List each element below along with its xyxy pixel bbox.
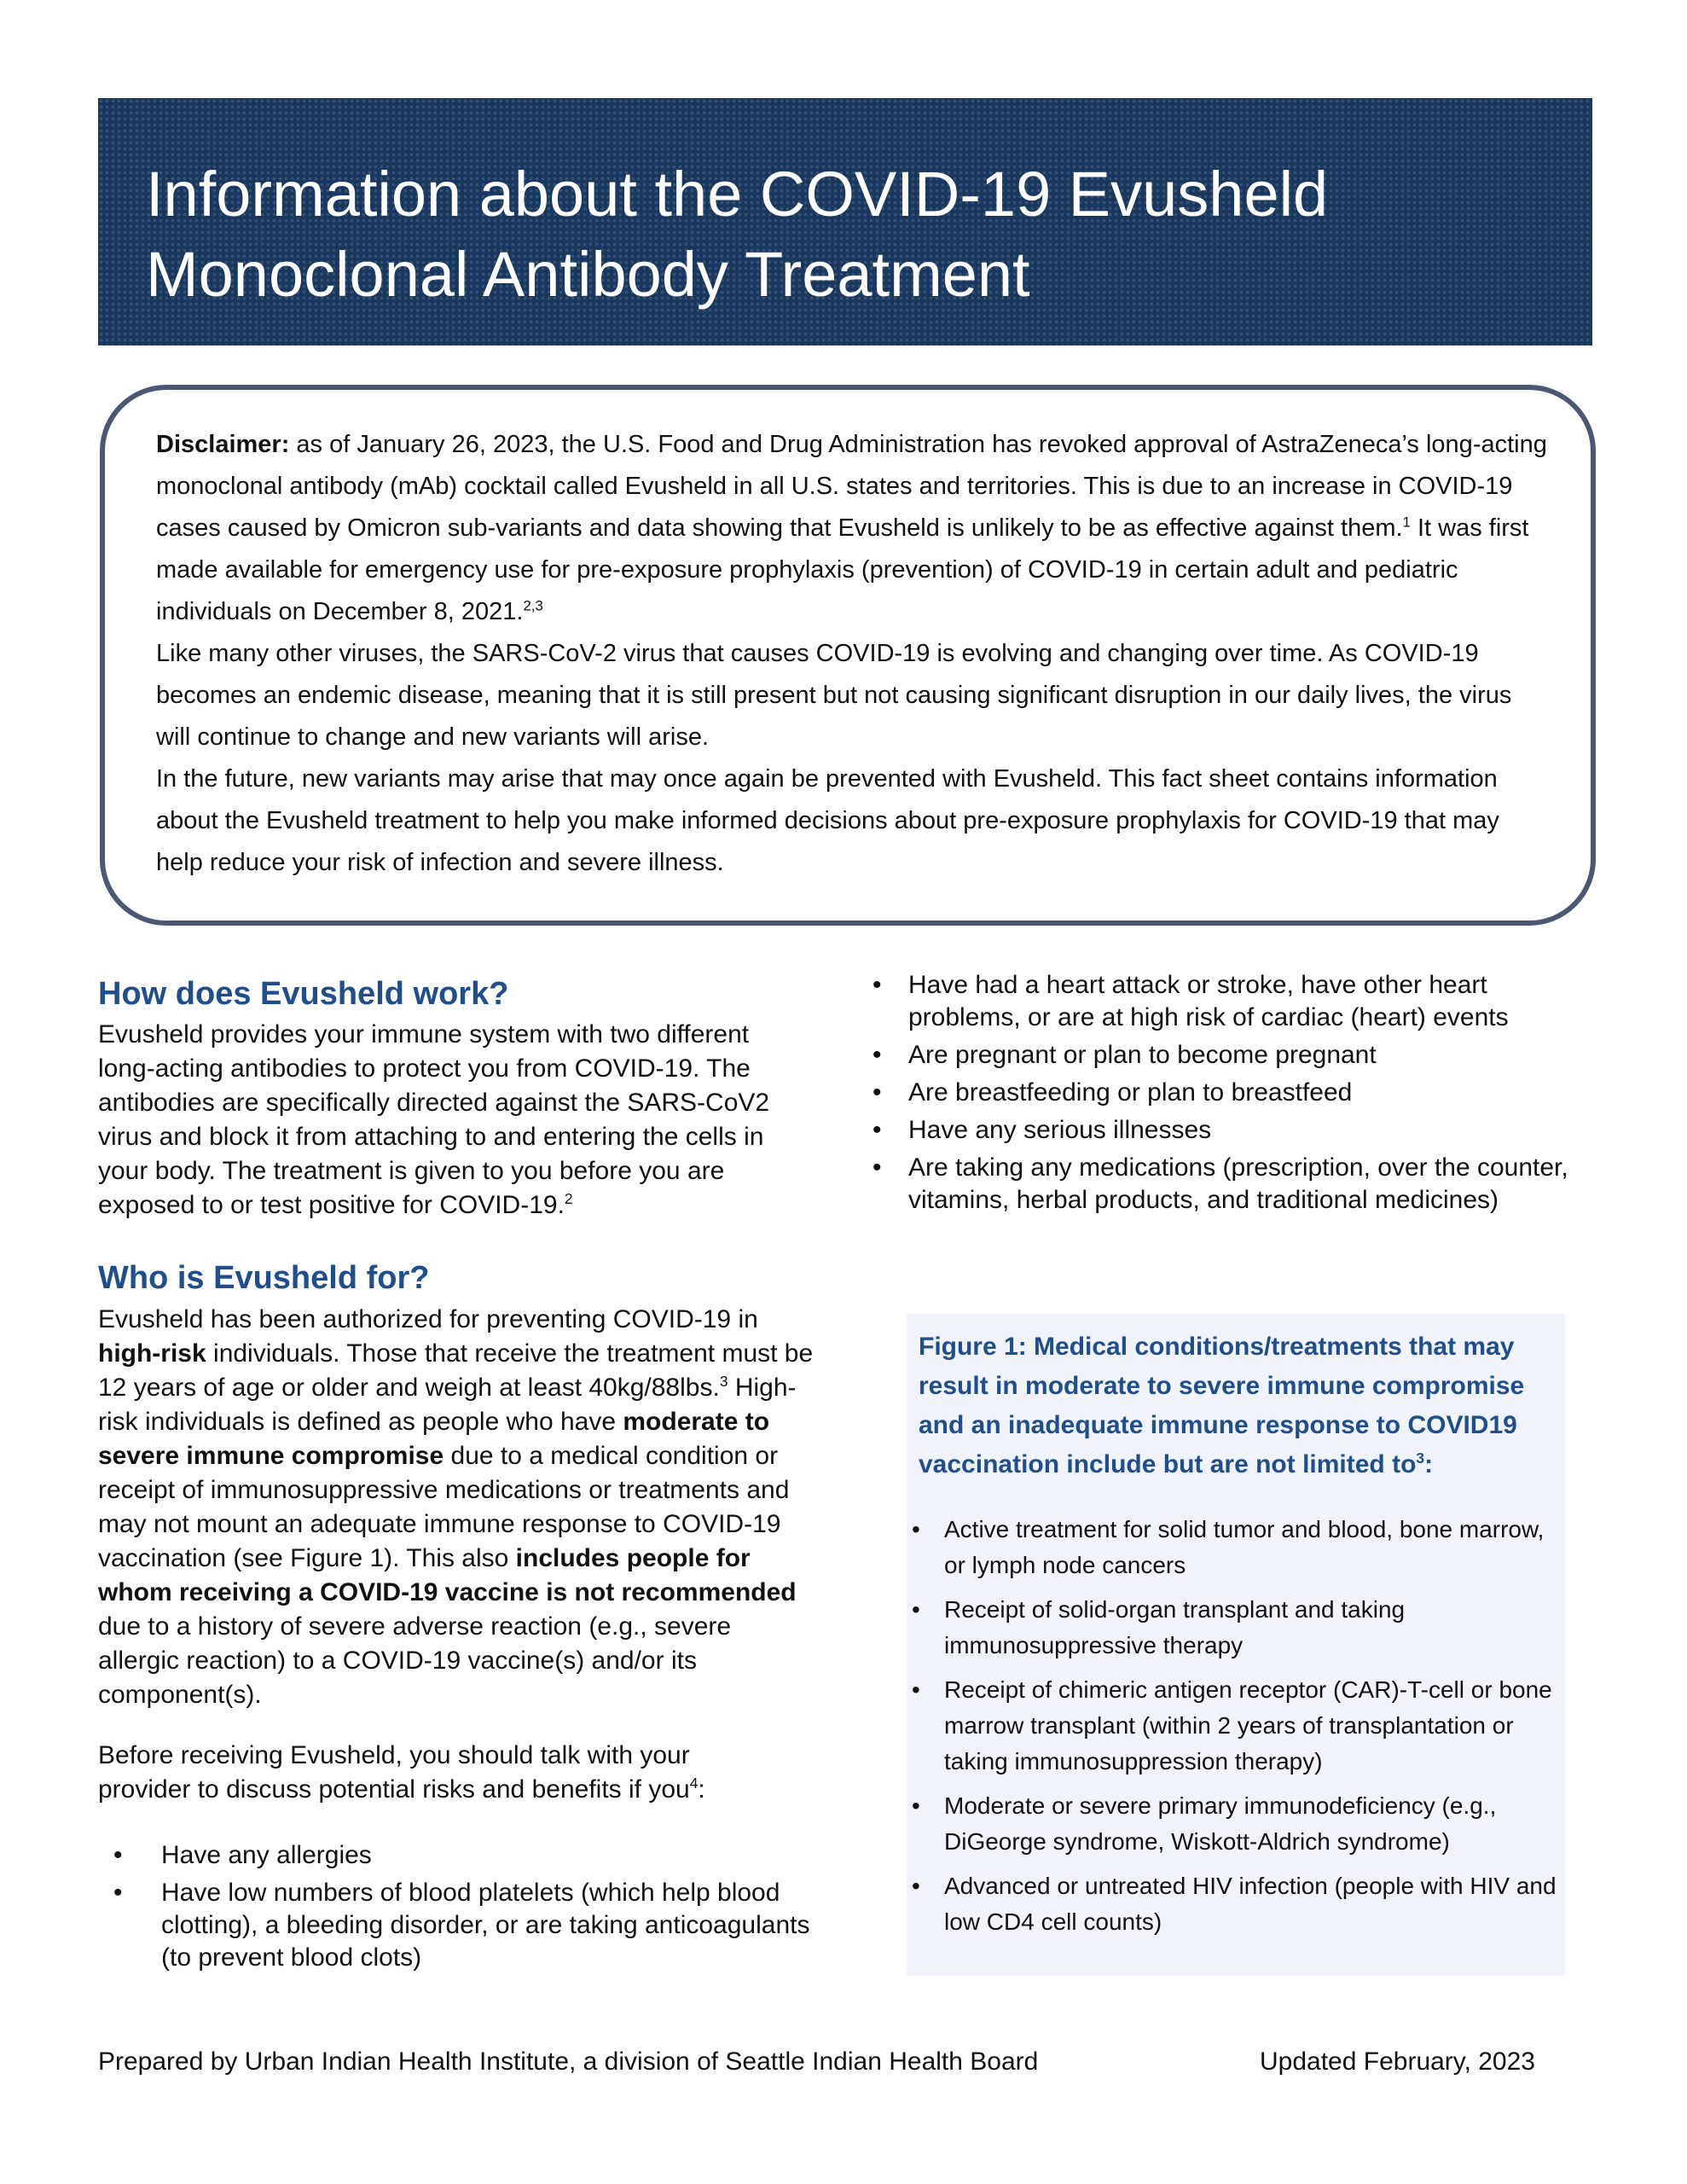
who-text-5: due to a history of severe adverse reaction (e.g., severe allergic reaction) to a COVID-19 vaccine(s) and/or its component(s). — [98, 1612, 732, 1709]
heading-who-is-evusheld-for: Who is Evusheld for? — [98, 1260, 430, 1296]
figure-1-title-colon: : — [1424, 1450, 1434, 1478]
before-colon: : — [698, 1775, 705, 1804]
bullet-icon: • — [912, 1516, 920, 1542]
list-item-text: Advanced or untreated HIV infection (people with HIV and low CD4 cell counts) — [944, 1873, 1557, 1935]
list-item-text: Are breastfeeding or plan to breastfeed — [908, 1078, 1353, 1107]
disclaimer-text-b: It was first made available for emergency use for pre-exposure prophylaxis (prevention) of COVID-19 in certain adult and pediatric individuals on December 8, 2021. — [156, 514, 1529, 625]
list-item-text: Are taking any medications (prescription, over the counter, vitamins, herbal products, and traditional medicines) — [908, 1153, 1568, 1214]
before-receiving-text — [98, 1739, 780, 1807]
right-bullet-list — [872, 969, 1580, 1222]
title-banner — [98, 98, 1592, 346]
disclaimer-paragraph-3: In the future, new variants may arise that may once again be prevented with Evusheld. This fact sheet contains information about the Evusheld treatment to help you make informed decisions about pre-exposure prophylaxis for COVID-19 that may help reduce your risk of infection and severe illness. — [156, 765, 1499, 876]
list-item — [113, 1877, 821, 1974]
bullet-icon: • — [912, 1676, 920, 1703]
who-text-3: High- risk individuals is defined as people who have — [98, 1374, 797, 1436]
page-title-line-2: Monoclonal Antibody Treatment — [146, 239, 1030, 310]
how-text: Evusheld provides your immune system with two different long-acting antibodies to protect you from COVID-19. The antibodies are specifically directed against the SARS-CoV2 virus and block it from attaching to and entering the cells in your body. The treatment is given to you before you are exposed to or test positive for COVID-19. — [98, 1020, 770, 1219]
list-item-text: Have had a heart attack or stroke, have other heart problems, or are at high risk of cardiac (heart) events — [908, 971, 1509, 1031]
disclaimer-paragraph-2: Like many other viruses, the SARS-CoV-2 virus that causes COVID-19 is evolving and changing over time. As COVID-19 becomes an endemic disease, meaning that it is still present but not causing significant disruption in our daily lives, the virus will continue to change and new variants will arise. — [156, 640, 1512, 751]
list-item-text: Are pregnant or plan to become pregnant — [908, 1041, 1377, 1069]
footnote-ref: 3 — [719, 1373, 728, 1390]
list-item — [910, 1788, 1557, 1860]
list-item-text: Have any allergies — [161, 1841, 372, 1869]
list-item — [910, 1672, 1557, 1780]
list-item — [872, 969, 1580, 1034]
disclaimer-text-a: as of January 26, 2023, the U.S. Food and Drug Administration has revoked approval of AstraZeneca’s long-acting monoclonal antibody (mAb) cocktail called Evusheld in all U.S. states and territories. This is due to an increase in COVID-19 cases caused by Omicron sub-variants and data showing that Evusheld is unlikely to be as effective against them. — [156, 431, 1547, 542]
list-item-text: Active treatment for solid tumor and blood, bone marrow, or lymph node cancers — [944, 1516, 1545, 1578]
heading-how-does-evusheld-work: How does Evusheld work? — [98, 976, 509, 1012]
page-title-line-1: Information about the COVID-19 Evusheld — [146, 159, 1329, 229]
how-paragraph — [98, 1018, 810, 1223]
bullet-icon: • — [912, 1596, 920, 1623]
page-title — [146, 154, 1592, 315]
figure-1-title-text: Figure 1: Medical conditions/treatments that may result in moderate to severe immune compromise and an inadequate immune response to COVID19 vaccination include but are not limited to — [919, 1333, 1525, 1478]
figure-1-list — [910, 1512, 1557, 1940]
bullet-icon: • — [113, 1841, 123, 1869]
who-text-1: Evusheld has been authorized for preventing COVID-19 in — [98, 1305, 758, 1333]
list-item — [872, 1039, 1580, 1072]
list-item-text: Have any serious illnesses — [908, 1116, 1212, 1144]
who-bold-1: high-risk — [98, 1339, 206, 1368]
disclaimer-paragraph-1 — [156, 424, 1548, 633]
who-bold-3: includes people for whom receiving a COVID-19 vaccine is not recommended — [98, 1544, 797, 1606]
list-item — [910, 1592, 1557, 1664]
bullet-icon: • — [872, 1116, 882, 1144]
bullet-icon: • — [912, 1792, 920, 1819]
list-item — [910, 1868, 1557, 1940]
disclaimer-box — [100, 385, 1596, 926]
who-paragraph — [98, 1303, 819, 1712]
list-item — [872, 1077, 1580, 1109]
footer-prepared-by: Prepared by Urban Indian Health Institute, a division of Seattle Indian Health Board — [98, 2048, 1039, 2076]
who-bold-2: moderate to severe immune compromise — [98, 1408, 770, 1470]
bullet-icon: • — [872, 1153, 882, 1182]
figure-1-title — [910, 1327, 1557, 1484]
list-item-text: Moderate or severe primary immunodeficiency (e.g., DiGeorge syndrome, Wiskott-Aldrich syndrome) — [944, 1792, 1497, 1855]
left-bullets — [113, 1839, 821, 1974]
bullet-icon: • — [872, 1078, 882, 1107]
left-bullet-list — [113, 1839, 821, 1979]
footnote-ref: 2,3 — [523, 597, 543, 614]
footnote-ref: 4 — [689, 1774, 699, 1792]
bullet-icon: • — [113, 1879, 123, 1907]
before-text: Before receiving Evusheld, you should talk with your provider to discuss potential risks and benefits if you — [98, 1741, 690, 1804]
footnote-ref: 3 — [1416, 1449, 1425, 1467]
how-section-body — [98, 1018, 810, 1223]
list-item-text: Receipt of solid-organ transplant and taking immunosuppressive therapy — [944, 1596, 1406, 1658]
list-item-text: Receipt of chimeric antigen receptor (CAR)-T-cell or bone marrow transplant (within 2 years of transplantation or taking immunosuppression therapy) — [944, 1676, 1552, 1774]
footnote-ref: 2 — [564, 1190, 573, 1207]
who-text-4: due to a medical condition or receipt of immunosuppressive medications or treatments and may not mount an adequate immune response to COVID-19 vaccination (see Figure 1). This also — [98, 1442, 790, 1572]
list-item — [872, 1152, 1580, 1217]
footnote-ref: 1 — [1402, 514, 1411, 531]
bullet-icon: • — [872, 1041, 882, 1069]
who-text-2: individuals. Those that receive the treatment must be 12 years of age or older and weigh at least 40kg/88lbs. — [98, 1339, 814, 1402]
list-item — [113, 1839, 821, 1872]
disclaimer-label: Disclaimer: — [156, 431, 290, 458]
who-section-body — [98, 1303, 819, 1712]
bullet-icon: • — [872, 971, 882, 999]
list-item — [872, 1114, 1580, 1147]
list-item-text: Have low numbers of blood platelets (which help blood clotting), a bleeding disorder, or are taking anticoagulants (to prevent blood clots) — [161, 1879, 810, 1972]
bullet-icon: • — [912, 1873, 920, 1899]
before-receiving-paragraph — [98, 1739, 780, 1807]
list-item — [910, 1512, 1557, 1583]
footer-updated-date: Updated February, 2023 — [1260, 2048, 1535, 2076]
figure-1-box — [907, 1314, 1565, 1976]
right-bullets — [872, 969, 1580, 1217]
